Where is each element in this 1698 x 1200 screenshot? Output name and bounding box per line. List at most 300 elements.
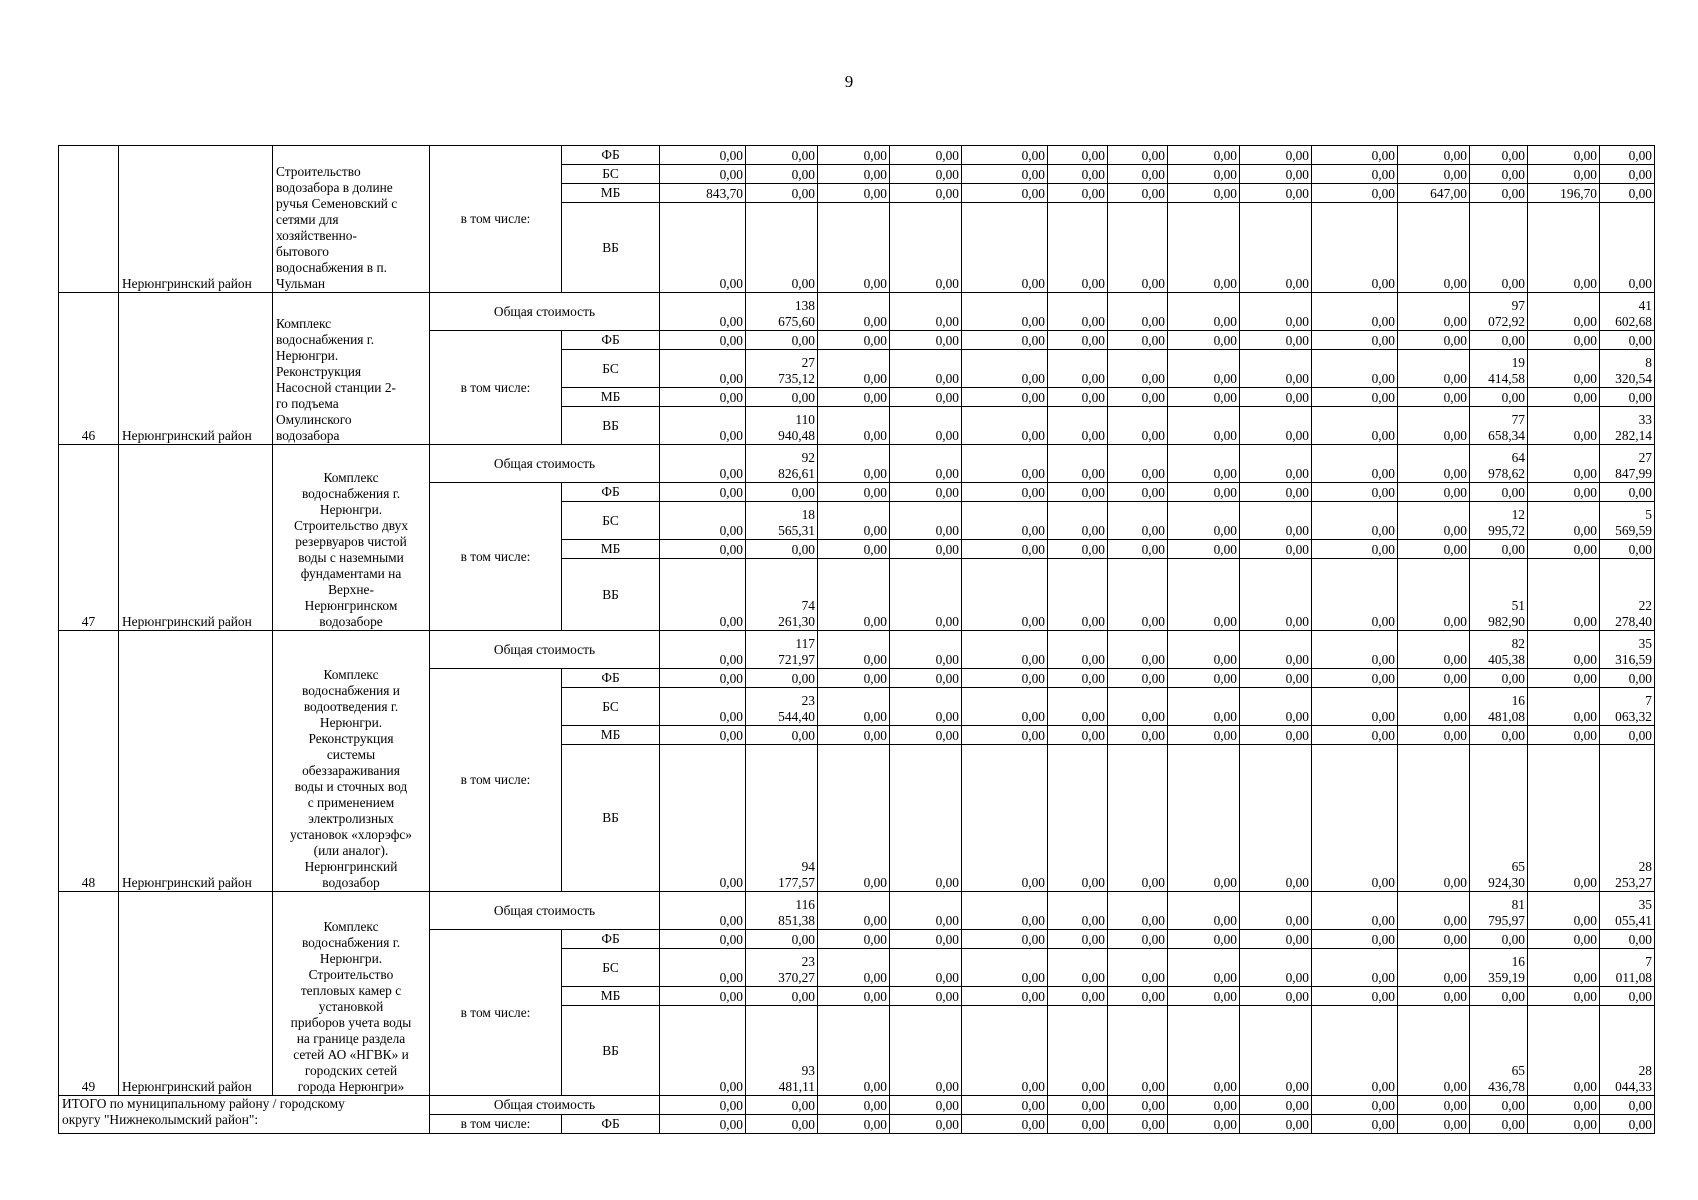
value-cell: 8 320,54 bbox=[1600, 350, 1655, 388]
funding-source: ВБ bbox=[562, 559, 660, 631]
value-cell: 0,00 bbox=[1470, 146, 1528, 165]
value-cell: 0,00 bbox=[1048, 930, 1108, 949]
value-cell: 0,00 bbox=[1398, 1115, 1470, 1134]
value-cell: 0,00 bbox=[1398, 540, 1470, 559]
table-row bbox=[59, 146, 1655, 165]
value-cell: 0,00 bbox=[1108, 892, 1168, 930]
value-cell: 0,00 bbox=[1398, 203, 1470, 293]
value-cell: 0,00 bbox=[818, 146, 890, 165]
value-cell: 0,00 bbox=[890, 949, 962, 987]
value-cell: 0,00 bbox=[818, 165, 890, 184]
project-name: Строительство водозабора в долине ручья Семеновский с сетями для хозяйственно- бытового водоснабжения в п. Чульман bbox=[273, 146, 430, 293]
value-cell: 0,00 bbox=[660, 165, 746, 184]
funding-source: ФБ bbox=[562, 146, 660, 165]
value-cell: 0,00 bbox=[962, 688, 1048, 726]
value-cell: 0,00 bbox=[1528, 388, 1600, 407]
value-cell: 0,00 bbox=[1108, 350, 1168, 388]
value-cell: 0,00 bbox=[1528, 407, 1600, 445]
value-cell: 51 982,90 bbox=[1470, 559, 1528, 631]
value-cell: 117 721,97 bbox=[746, 631, 818, 669]
value-cell: 0,00 bbox=[890, 483, 962, 502]
value-cell: 0,00 bbox=[1398, 688, 1470, 726]
value-cell: 0,00 bbox=[1600, 1096, 1655, 1115]
value-cell: 0,00 bbox=[1168, 669, 1240, 688]
value-cell: 0,00 bbox=[1600, 146, 1655, 165]
value-cell: 0,00 bbox=[890, 1096, 962, 1115]
value-cell: 0,00 bbox=[818, 293, 890, 331]
value-cell: 0,00 bbox=[1470, 388, 1528, 407]
value-cell: 0,00 bbox=[660, 331, 746, 350]
table-row bbox=[59, 293, 1655, 331]
value-cell: 0,00 bbox=[962, 745, 1048, 892]
value-cell: 0,00 bbox=[660, 745, 746, 892]
value-cell: 0,00 bbox=[818, 1006, 890, 1096]
value-cell: 97 072,92 bbox=[1470, 293, 1528, 331]
value-cell: 27 847,99 bbox=[1600, 445, 1655, 483]
value-cell: 0,00 bbox=[962, 146, 1048, 165]
value-cell: 0,00 bbox=[1470, 1115, 1528, 1134]
value-cell: 0,00 bbox=[746, 388, 818, 407]
value-cell: 0,00 bbox=[1312, 293, 1398, 331]
value-cell: 0,00 bbox=[1398, 445, 1470, 483]
value-cell: 35 316,59 bbox=[1600, 631, 1655, 669]
value-cell: 0,00 bbox=[1398, 892, 1470, 930]
value-cell: 0,00 bbox=[818, 1115, 890, 1134]
value-cell: 0,00 bbox=[1398, 669, 1470, 688]
value-cell: 0,00 bbox=[1048, 184, 1108, 203]
value-cell: 0,00 bbox=[746, 987, 818, 1006]
district-cell: Нерюнгринский район bbox=[119, 631, 273, 892]
value-cell: 0,00 bbox=[660, 930, 746, 949]
value-cell: 0,00 bbox=[818, 987, 890, 1006]
value-cell: 0,00 bbox=[962, 1115, 1048, 1134]
value-cell: 0,00 bbox=[1048, 688, 1108, 726]
value-cell: 0,00 bbox=[660, 293, 746, 331]
value-cell: 0,00 bbox=[962, 892, 1048, 930]
value-cell: 0,00 bbox=[1168, 388, 1240, 407]
value-cell: 0,00 bbox=[1048, 388, 1108, 407]
value-cell: 0,00 bbox=[890, 350, 962, 388]
value-cell: 0,00 bbox=[1108, 1115, 1168, 1134]
value-cell: 0,00 bbox=[1048, 540, 1108, 559]
value-cell: 0,00 bbox=[1108, 331, 1168, 350]
value-cell: 0,00 bbox=[1168, 184, 1240, 203]
value-cell: 0,00 bbox=[1312, 165, 1398, 184]
including-label: в том числе: bbox=[430, 1115, 562, 1134]
value-cell: 0,00 bbox=[1108, 726, 1168, 745]
value-cell: 0,00 bbox=[660, 987, 746, 1006]
value-cell: 0,00 bbox=[1528, 331, 1600, 350]
value-cell: 0,00 bbox=[1048, 669, 1108, 688]
value-cell: 0,00 bbox=[1168, 331, 1240, 350]
value-cell: 0,00 bbox=[1528, 483, 1600, 502]
value-cell: 0,00 bbox=[1168, 949, 1240, 987]
value-cell: 0,00 bbox=[1398, 331, 1470, 350]
value-cell: 28 253,27 bbox=[1600, 745, 1655, 892]
value-cell: 0,00 bbox=[818, 502, 890, 540]
district-cell: Нерюнгринский район bbox=[119, 146, 273, 293]
value-cell: 92 826,61 bbox=[746, 445, 818, 483]
value-cell: 94 177,57 bbox=[746, 745, 818, 892]
including-label: в том числе: bbox=[430, 669, 562, 892]
funding-source: ФБ bbox=[562, 483, 660, 502]
value-cell: 0,00 bbox=[1528, 726, 1600, 745]
value-cell: 0,00 bbox=[1398, 1006, 1470, 1096]
row-number: 48 bbox=[59, 631, 119, 892]
value-cell: 0,00 bbox=[962, 559, 1048, 631]
value-cell: 0,00 bbox=[660, 350, 746, 388]
value-cell: 0,00 bbox=[890, 146, 962, 165]
funding-source: МБ bbox=[562, 184, 660, 203]
row-number bbox=[59, 146, 119, 293]
value-cell: 0,00 bbox=[660, 949, 746, 987]
including-label: в том числе: bbox=[430, 930, 562, 1096]
value-cell: 0,00 bbox=[1108, 293, 1168, 331]
funding-source: БС bbox=[562, 165, 660, 184]
value-cell: 18 565,31 bbox=[746, 502, 818, 540]
value-cell: 116 851,38 bbox=[746, 892, 818, 930]
value-cell: 0,00 bbox=[962, 331, 1048, 350]
value-cell: 0,00 bbox=[1312, 184, 1398, 203]
value-cell: 0,00 bbox=[1600, 669, 1655, 688]
value-cell: 0,00 bbox=[1108, 540, 1168, 559]
value-cell: 0,00 bbox=[890, 445, 962, 483]
value-cell: 0,00 bbox=[1168, 445, 1240, 483]
value-cell: 0,00 bbox=[1240, 331, 1312, 350]
funding-source: МБ bbox=[562, 388, 660, 407]
value-cell: 0,00 bbox=[890, 184, 962, 203]
value-cell: 0,00 bbox=[1600, 203, 1655, 293]
value-cell: 12 995,72 bbox=[1470, 502, 1528, 540]
value-cell: 0,00 bbox=[1312, 445, 1398, 483]
value-cell: 0,00 bbox=[1600, 930, 1655, 949]
value-cell: 0,00 bbox=[890, 1006, 962, 1096]
value-cell: 0,00 bbox=[1108, 203, 1168, 293]
value-cell: 0,00 bbox=[890, 631, 962, 669]
budget-table bbox=[58, 145, 1655, 1134]
funding-source: ФБ bbox=[562, 1115, 660, 1134]
value-cell: 0,00 bbox=[660, 559, 746, 631]
value-cell: 0,00 bbox=[1528, 165, 1600, 184]
funding-source: БС bbox=[562, 350, 660, 388]
value-cell: 0,00 bbox=[818, 331, 890, 350]
value-cell: 0,00 bbox=[660, 1115, 746, 1134]
value-cell: 0,00 bbox=[1048, 350, 1108, 388]
value-cell: 0,00 bbox=[746, 1096, 818, 1115]
value-cell: 0,00 bbox=[1240, 184, 1312, 203]
value-cell: 0,00 bbox=[1528, 1096, 1600, 1115]
value-cell: 0,00 bbox=[1528, 930, 1600, 949]
value-cell: 0,00 bbox=[1240, 1115, 1312, 1134]
value-cell: 82 405,38 bbox=[1470, 631, 1528, 669]
value-cell: 0,00 bbox=[1312, 540, 1398, 559]
value-cell: 0,00 bbox=[1312, 631, 1398, 669]
value-cell: 0,00 bbox=[1470, 540, 1528, 559]
value-cell: 0,00 bbox=[1528, 502, 1600, 540]
value-cell: 23 544,40 bbox=[746, 688, 818, 726]
value-cell: 0,00 bbox=[1470, 1096, 1528, 1115]
district-cell: Нерюнгринский район bbox=[119, 293, 273, 445]
value-cell: 0,00 bbox=[1048, 1006, 1108, 1096]
value-cell: 0,00 bbox=[818, 949, 890, 987]
value-cell: 0,00 bbox=[1312, 987, 1398, 1006]
value-cell: 0,00 bbox=[1168, 559, 1240, 631]
value-cell: 74 261,30 bbox=[746, 559, 818, 631]
value-cell: 0,00 bbox=[746, 331, 818, 350]
value-cell: 0,00 bbox=[1470, 669, 1528, 688]
value-cell: 65 924,30 bbox=[1470, 745, 1528, 892]
value-cell: 0,00 bbox=[1312, 688, 1398, 726]
value-cell: 0,00 bbox=[1398, 1096, 1470, 1115]
value-cell: 0,00 bbox=[1240, 407, 1312, 445]
value-cell: 0,00 bbox=[818, 892, 890, 930]
value-cell: 0,00 bbox=[818, 745, 890, 892]
value-cell: 0,00 bbox=[1240, 892, 1312, 930]
value-cell: 0,00 bbox=[1168, 203, 1240, 293]
including-label: в том числе: bbox=[430, 146, 562, 293]
value-cell: 0,00 bbox=[1108, 165, 1168, 184]
value-cell: 0,00 bbox=[746, 146, 818, 165]
grand-total-label: ИТОГО по муниципальному району / городскому округу "Нижнеколымский район": bbox=[59, 1096, 430, 1134]
row-number: 47 bbox=[59, 445, 119, 631]
project-name: Комплекс водоснабжения г. Нерюнгри. Строительство тепловых камер с установкой приборов учета воды на границе раздела сетей АО «НГВК» и городских сетей города Нерюнгри» bbox=[273, 892, 430, 1096]
value-cell: 0,00 bbox=[1048, 165, 1108, 184]
value-cell: 0,00 bbox=[1108, 669, 1168, 688]
funding-source: МБ bbox=[562, 726, 660, 745]
value-cell: 0,00 bbox=[1528, 350, 1600, 388]
value-cell: 0,00 bbox=[890, 745, 962, 892]
value-cell: 0,00 bbox=[1528, 445, 1600, 483]
value-cell: 0,00 bbox=[1108, 1096, 1168, 1115]
funding-source: ФБ bbox=[562, 930, 660, 949]
value-cell: 0,00 bbox=[1312, 745, 1398, 892]
value-cell: 0,00 bbox=[1048, 1096, 1108, 1115]
value-cell: 0,00 bbox=[660, 388, 746, 407]
value-cell: 0,00 bbox=[1600, 483, 1655, 502]
value-cell: 0,00 bbox=[1528, 1115, 1600, 1134]
value-cell: 0,00 bbox=[1108, 631, 1168, 669]
value-cell: 0,00 bbox=[1470, 203, 1528, 293]
value-cell: 0,00 bbox=[818, 388, 890, 407]
value-cell: 0,00 bbox=[1600, 331, 1655, 350]
value-cell: 0,00 bbox=[1528, 669, 1600, 688]
value-cell: 0,00 bbox=[660, 502, 746, 540]
value-cell: 0,00 bbox=[1240, 146, 1312, 165]
value-cell: 0,00 bbox=[1600, 388, 1655, 407]
value-cell: 77 658,34 bbox=[1470, 407, 1528, 445]
value-cell: 0,00 bbox=[1108, 445, 1168, 483]
value-cell: 65 436,78 bbox=[1470, 1006, 1528, 1096]
value-cell: 0,00 bbox=[818, 203, 890, 293]
value-cell: 0,00 bbox=[746, 726, 818, 745]
value-cell: 0,00 bbox=[962, 930, 1048, 949]
value-cell: 0,00 bbox=[818, 184, 890, 203]
value-cell: 0,00 bbox=[1240, 203, 1312, 293]
value-cell: 41 602,68 bbox=[1600, 293, 1655, 331]
value-cell: 0,00 bbox=[1312, 726, 1398, 745]
value-cell: 0,00 bbox=[1398, 559, 1470, 631]
value-cell: 0,00 bbox=[818, 1096, 890, 1115]
funding-source: МБ bbox=[562, 540, 660, 559]
value-cell: 0,00 bbox=[1312, 930, 1398, 949]
table-row bbox=[59, 445, 1655, 483]
value-cell: 0,00 bbox=[1240, 483, 1312, 502]
funding-source: ФБ bbox=[562, 331, 660, 350]
value-cell: 0,00 bbox=[962, 669, 1048, 688]
value-cell: 35 055,41 bbox=[1600, 892, 1655, 930]
value-cell: 0,00 bbox=[1600, 184, 1655, 203]
value-cell: 0,00 bbox=[890, 540, 962, 559]
value-cell: 0,00 bbox=[1528, 293, 1600, 331]
value-cell: 0,00 bbox=[962, 726, 1048, 745]
table-row bbox=[59, 631, 1655, 669]
total-cost-label: Общая стоимость bbox=[430, 631, 660, 669]
value-cell: 0,00 bbox=[1168, 1096, 1240, 1115]
value-cell: 0,00 bbox=[1528, 559, 1600, 631]
value-cell: 0,00 bbox=[660, 203, 746, 293]
table-row bbox=[59, 892, 1655, 930]
value-cell: 0,00 bbox=[1048, 1115, 1108, 1134]
value-cell: 0,00 bbox=[818, 930, 890, 949]
value-cell: 0,00 bbox=[1398, 949, 1470, 987]
value-cell: 0,00 bbox=[890, 407, 962, 445]
value-cell: 28 044,33 bbox=[1600, 1006, 1655, 1096]
value-cell: 0,00 bbox=[818, 559, 890, 631]
value-cell: 0,00 bbox=[1240, 987, 1312, 1006]
value-cell: 0,00 bbox=[818, 669, 890, 688]
value-cell: 0,00 bbox=[1240, 669, 1312, 688]
value-cell: 0,00 bbox=[818, 688, 890, 726]
value-cell: 0,00 bbox=[1470, 165, 1528, 184]
value-cell: 0,00 bbox=[1528, 203, 1600, 293]
value-cell: 0,00 bbox=[1048, 293, 1108, 331]
value-cell: 0,00 bbox=[1108, 930, 1168, 949]
value-cell: 0,00 bbox=[1168, 350, 1240, 388]
value-cell: 23 370,27 bbox=[746, 949, 818, 987]
value-cell: 0,00 bbox=[1168, 146, 1240, 165]
value-cell: 0,00 bbox=[1470, 987, 1528, 1006]
value-cell: 0,00 bbox=[1312, 350, 1398, 388]
row-number: 46 bbox=[59, 293, 119, 445]
district-cell: Нерюнгринский район bbox=[119, 445, 273, 631]
value-cell: 0,00 bbox=[1312, 146, 1398, 165]
value-cell: 0,00 bbox=[818, 445, 890, 483]
value-cell: 0,00 bbox=[1398, 407, 1470, 445]
value-cell: 0,00 bbox=[660, 892, 746, 930]
value-cell: 0,00 bbox=[1600, 726, 1655, 745]
value-cell: 0,00 bbox=[962, 388, 1048, 407]
including-label: в том числе: bbox=[430, 331, 562, 445]
value-cell: 0,00 bbox=[1312, 502, 1398, 540]
value-cell: 0,00 bbox=[1528, 631, 1600, 669]
value-cell: 27 735,12 bbox=[746, 350, 818, 388]
value-cell: 0,00 bbox=[1108, 987, 1168, 1006]
value-cell: 0,00 bbox=[1398, 350, 1470, 388]
funding-source: ВБ bbox=[562, 745, 660, 892]
value-cell: 0,00 bbox=[1312, 892, 1398, 930]
value-cell: 0,00 bbox=[1048, 502, 1108, 540]
value-cell: 0,00 bbox=[962, 540, 1048, 559]
value-cell: 0,00 bbox=[746, 184, 818, 203]
value-cell: 0,00 bbox=[1108, 745, 1168, 892]
value-cell: 0,00 bbox=[746, 203, 818, 293]
value-cell: 0,00 bbox=[1398, 293, 1470, 331]
value-cell: 0,00 bbox=[1048, 146, 1108, 165]
value-cell: 0,00 bbox=[1312, 483, 1398, 502]
value-cell: 0,00 bbox=[1108, 407, 1168, 445]
value-cell: 0,00 bbox=[1240, 949, 1312, 987]
value-cell: 0,00 bbox=[1470, 331, 1528, 350]
value-cell: 0,00 bbox=[1108, 146, 1168, 165]
value-cell: 0,00 bbox=[1108, 949, 1168, 987]
value-cell: 0,00 bbox=[1398, 146, 1470, 165]
value-cell: 0,00 bbox=[1240, 293, 1312, 331]
value-cell: 0,00 bbox=[962, 631, 1048, 669]
value-cell: 0,00 bbox=[890, 203, 962, 293]
value-cell: 0,00 bbox=[660, 146, 746, 165]
value-cell: 0,00 bbox=[1312, 331, 1398, 350]
value-cell: 0,00 bbox=[660, 726, 746, 745]
value-cell: 16 481,08 bbox=[1470, 688, 1528, 726]
value-cell: 0,00 bbox=[890, 987, 962, 1006]
value-cell: 0,00 bbox=[1048, 331, 1108, 350]
value-cell: 196,70 bbox=[1528, 184, 1600, 203]
value-cell: 0,00 bbox=[1312, 1006, 1398, 1096]
value-cell: 0,00 bbox=[1470, 483, 1528, 502]
value-cell: 0,00 bbox=[890, 669, 962, 688]
value-cell: 0,00 bbox=[1240, 1096, 1312, 1115]
value-cell: 0,00 bbox=[818, 483, 890, 502]
value-cell: 0,00 bbox=[1168, 483, 1240, 502]
value-cell: 0,00 bbox=[1398, 388, 1470, 407]
value-cell: 0,00 bbox=[1528, 892, 1600, 930]
value-cell: 0,00 bbox=[1528, 146, 1600, 165]
value-cell: 0,00 bbox=[1048, 892, 1108, 930]
value-cell: 0,00 bbox=[1528, 949, 1600, 987]
value-cell: 0,00 bbox=[1240, 502, 1312, 540]
value-cell: 0,00 bbox=[1048, 445, 1108, 483]
value-cell: 0,00 bbox=[1398, 483, 1470, 502]
value-cell: 0,00 bbox=[1168, 1115, 1240, 1134]
value-cell: 0,00 bbox=[962, 184, 1048, 203]
value-cell: 0,00 bbox=[660, 1006, 746, 1096]
value-cell: 0,00 bbox=[890, 388, 962, 407]
value-cell: 0,00 bbox=[1240, 688, 1312, 726]
project-name: Комплекс водоснабжения г. Нерюнгри. Реконструкция Насосной станции 2- го подъема Омулинского водозабора bbox=[273, 293, 430, 445]
funding-source: БС bbox=[562, 502, 660, 540]
value-cell: 64 978,62 bbox=[1470, 445, 1528, 483]
value-cell: 0,00 bbox=[660, 669, 746, 688]
value-cell: 0,00 bbox=[890, 892, 962, 930]
including-label: в том числе: bbox=[430, 483, 562, 631]
value-cell: 0,00 bbox=[1048, 745, 1108, 892]
value-cell: 0,00 bbox=[660, 1096, 746, 1115]
value-cell: 5 569,59 bbox=[1600, 502, 1655, 540]
value-cell: 0,00 bbox=[1312, 559, 1398, 631]
value-cell: 0,00 bbox=[962, 407, 1048, 445]
value-cell: 0,00 bbox=[1528, 745, 1600, 892]
value-cell: 0,00 bbox=[1600, 1115, 1655, 1134]
value-cell: 0,00 bbox=[1168, 1006, 1240, 1096]
value-cell: 0,00 bbox=[1600, 165, 1655, 184]
value-cell: 33 282,14 bbox=[1600, 407, 1655, 445]
value-cell: 138 675,60 bbox=[746, 293, 818, 331]
value-cell: 0,00 bbox=[660, 631, 746, 669]
funding-source: ФБ bbox=[562, 669, 660, 688]
value-cell: 0,00 bbox=[1528, 1006, 1600, 1096]
value-cell: 0,00 bbox=[1108, 502, 1168, 540]
value-cell: 0,00 bbox=[1312, 1115, 1398, 1134]
